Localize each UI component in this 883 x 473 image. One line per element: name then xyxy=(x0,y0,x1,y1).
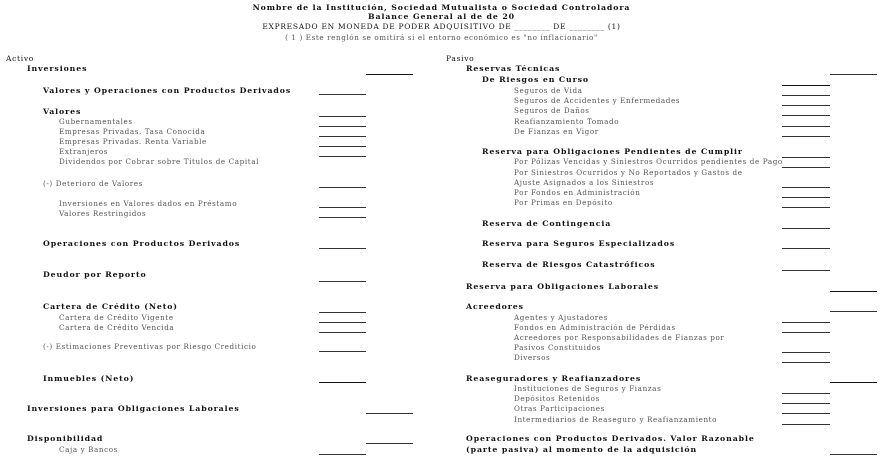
activo-heading: Activo xyxy=(6,54,34,63)
amount-line xyxy=(782,352,830,353)
amount-line xyxy=(319,94,366,95)
inversiones-label: Inversiones xyxy=(27,64,88,73)
total-line xyxy=(366,443,413,444)
seguros-accidentes-label: Seguros de Accidentes y Enfermedades xyxy=(514,96,681,105)
amount-line xyxy=(782,413,830,414)
valores-derivados-label: Valores y Operaciones con Productos Derivados xyxy=(43,86,292,95)
gubernamentales-label: Gubernamentales xyxy=(59,117,133,126)
instituciones-seguros-label: Instituciones de Seguros y Fianzas xyxy=(514,384,662,393)
primas-deposito-label: Por Primas en Depósito xyxy=(514,198,613,207)
amount-line xyxy=(319,248,366,249)
obligaciones-pendientes-label: Reserva para Obligaciones Pendientes de Cumplir xyxy=(482,147,743,156)
amount-line xyxy=(782,157,830,158)
cartera-vigente-label: Cartera de Crédito Vigente xyxy=(59,313,174,322)
amount-line xyxy=(782,85,830,86)
restringidos-label: Valores Restringidos xyxy=(59,209,147,218)
amount-line xyxy=(782,403,830,404)
responsabilidades-fianzas-label: Acreedores por Responsabilidades de Fianzas por xyxy=(514,333,725,342)
amount-line xyxy=(319,332,366,333)
total-line xyxy=(366,74,413,75)
deterioro-label: (-) Deterioro de Valores xyxy=(43,179,143,188)
seguros-danos-label: Seguros de Daños xyxy=(514,106,590,115)
amount-line xyxy=(782,248,830,249)
amount-line xyxy=(782,332,830,333)
obligaciones-laborales-label: Reserva para Obligaciones Laborales xyxy=(466,282,660,291)
amount-line xyxy=(319,322,366,323)
amount-line xyxy=(782,322,830,323)
total-line xyxy=(830,291,877,292)
renta-variable-label: Empresas Privadas. Renta Variable xyxy=(59,137,207,146)
amount-line xyxy=(319,146,366,147)
extranjeros-label: Extranjeros xyxy=(59,147,109,156)
amount-line xyxy=(782,115,830,116)
amount-line xyxy=(319,351,366,352)
amount-line xyxy=(319,207,366,208)
acreedores-label: Acreedores xyxy=(466,302,524,311)
dividendos-label: Dividendos por Cobrar sobre Títulos de Capital xyxy=(59,157,260,166)
amount-line xyxy=(782,197,830,198)
intermediarios-label: Intermediarios de Reaseguro y Reafianzamiento xyxy=(514,415,718,424)
amount-line xyxy=(782,424,830,425)
caja-bancos-label: Caja y Bancos xyxy=(59,445,118,454)
total-line xyxy=(830,454,877,455)
inmuebles-label: Inmuebles (Neto) xyxy=(43,374,135,383)
footnote: ( 1 ) Este renglón se omitirá si el entorno económico es "no inflacionario" xyxy=(285,33,598,42)
reafianzamiento-label: Reafianzamiento Tomado xyxy=(514,117,620,126)
amount-line xyxy=(782,187,830,188)
otras-participaciones-label: Otras Participaciones xyxy=(514,404,605,413)
diversos-label: Diversos xyxy=(514,353,551,362)
balance-title: Balance General al de de 20 xyxy=(368,12,515,21)
amount-line xyxy=(319,454,366,455)
polizas-vencidas-label: Por Pólizas Vencidas y Siniestros Ocurridos pendientes de Pago xyxy=(514,157,783,166)
currency-statement: EXPRESADO EN MONEDA DE PODER ADQUISITIVO DE ________ DE ________ (1) xyxy=(262,22,621,31)
tasa-conocida-label: Empresas Privadas. Tasa Conocida xyxy=(59,127,206,136)
amount-line xyxy=(782,362,830,363)
cartera-vencida-label: Cartera de Crédito Vencida xyxy=(59,323,175,332)
fondos-perdidas-label: Fondos en Administración de Pérdidas xyxy=(514,323,676,332)
pasivos-constituidos-label: Pasivos Constituidos xyxy=(514,343,601,352)
total-line xyxy=(830,74,877,75)
amount-line xyxy=(319,217,366,218)
prestamo-label: Inversiones en Valores dados en Préstamo xyxy=(59,199,238,208)
amount-line xyxy=(319,156,366,157)
fondos-admin-label: Por Fondos en Administración xyxy=(514,188,641,197)
amount-line xyxy=(319,116,366,117)
valores-label: Valores xyxy=(43,107,82,116)
fianzas-vigor-label: De Fianzas en Vigor xyxy=(514,127,599,136)
depositos-retenidos-label: Depósitos Retenidos xyxy=(514,394,600,403)
inv-laborales-label: Inversiones para Obligaciones Laborales xyxy=(27,404,240,413)
deudor-reporto-label: Deudor por Reporto xyxy=(43,270,147,279)
total-line xyxy=(366,413,413,414)
parte-pasiva-label: (parte pasiva) al momento de la adquisición xyxy=(466,445,698,454)
amount-line xyxy=(319,382,366,383)
contingencia-label: Reserva de Contingencia xyxy=(482,219,612,228)
estimaciones-label: (-) Estimaciones Preventivas por Riesgo Crediticio xyxy=(43,342,257,351)
op-derivados-label: Operaciones con Productos Derivados xyxy=(43,239,241,248)
amount-line xyxy=(319,187,366,188)
seguros-vida-label: Seguros de Vida xyxy=(514,86,583,95)
seguros-especializados-label: Reserva para Seguros Especializados xyxy=(482,239,676,248)
riesgos-curso-label: De Riesgos en Curso xyxy=(482,75,590,84)
amount-line xyxy=(319,136,366,137)
institution-name: Nombre de la Institución, Sociedad Mutualista o Sociedad Controladora xyxy=(252,3,631,12)
cartera-credito-label: Cartera de Crédito (Neto) xyxy=(43,302,178,311)
amount-line xyxy=(782,228,830,229)
siniestros-no-reportados-label: Por Siniestros Ocurridos y No Reportados y Gastos de xyxy=(514,168,743,177)
amount-line xyxy=(782,167,830,168)
agentes-label: Agentes y Ajustadores xyxy=(514,313,608,322)
amount-line xyxy=(319,126,366,127)
op-derivados-valor-label: Operaciones con Productos Derivados. Valor Razonable xyxy=(466,434,755,443)
amount-line xyxy=(319,281,366,282)
amount-line xyxy=(319,312,366,313)
disponibilidad-label: Disponibilidad xyxy=(27,434,104,443)
reservas-tecnicas-label: Reservas Técnicas xyxy=(466,64,561,73)
riesgos-catastroficos-label: Reserva de Riesgos Catastróficos xyxy=(482,260,656,269)
amount-line xyxy=(782,136,830,137)
amount-line xyxy=(782,126,830,127)
amount-line xyxy=(782,393,830,394)
amount-line xyxy=(782,270,830,271)
amount-line xyxy=(782,207,830,208)
pasivo-heading: Pasivo xyxy=(446,54,475,63)
total-line xyxy=(830,382,877,383)
total-line xyxy=(830,311,877,312)
reaseguradores-label: Reaseguradores y Reafianzadores xyxy=(466,374,642,383)
amount-line xyxy=(782,105,830,106)
ajuste-siniestros-label: Ajuste Asignados a los Siniestros xyxy=(514,178,655,187)
amount-line xyxy=(782,95,830,96)
